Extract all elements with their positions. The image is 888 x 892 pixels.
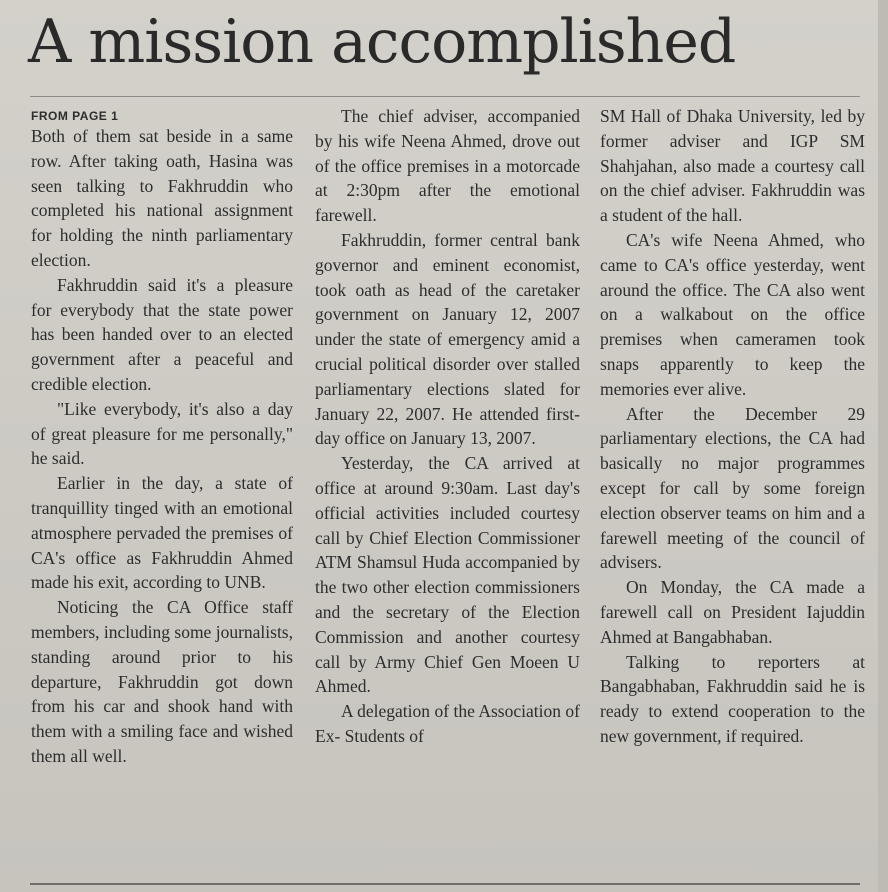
bottom-rule <box>30 883 860 885</box>
continuation-kicker: FROM PAGE 1 <box>31 109 119 123</box>
paragraph: Fakhruddin, former central bank governor and eminent economist, took oath as head of the caretaker government on January 12, 2007 under the state of emergency amid a crucial political disorder over stalled parliamentary elections slated for January 22, 2007. He attended first-day office on January 13, 2007. <box>315 229 580 449</box>
paragraph: Fakhruddin said it's a pleasure for everybody that the state power has been handed over to an elected government after a peaceful and credible election. <box>31 274 293 394</box>
page-edge <box>878 0 888 892</box>
headline: A mission accomplished <box>28 7 736 77</box>
paragraph: SM Hall of Dhaka University, led by former adviser and IGP SM Shahjahan, also made a courtesy call on the chief adviser. Fakhruddin was a student of the hall. <box>600 106 865 226</box>
article-column-2 <box>315 104 580 749</box>
paragraph: Noticing the CA Office staff members, including some journalists, standing around prior to his departure, Fakhruddin got down from his car and shook hand with them with a smiling face and wished them all well. <box>31 597 293 766</box>
paragraph: After the December 29 parliamentary elections, the CA had basically no major programmes except for call by some foreign election observer teams on him and a farewell meeting of the council of advisers. <box>600 403 865 573</box>
paragraph: The chief adviser, accompanied by his wife Neena Ahmed, drove out of the office premises in a motorcade at 2:30pm after the emotional farewell. <box>315 106 580 226</box>
paragraph: Earlier in the day, a state of tranquillity tinged with an emotional atmosphere pervaded the premises of CA's office as Fakhruddin Ahmed made his exit, according to UNB. <box>31 473 293 593</box>
paragraph: On Monday, the CA made a farewell call on President Iajuddin Ahmed at Bangabhaban. <box>600 577 865 647</box>
paragraph: Talking to reporters at Bangabhaban, Fakhruddin said he is ready to extend cooperation to the new government, if required. <box>600 651 865 746</box>
paragraph: Both of them sat beside in a same row. After taking oath, Hasina was seen talking to Fakhruddin who completed his national assignment for holding the ninth parliamentary election. <box>31 126 293 270</box>
paragraph: Yesterday, the CA arrived at office at around 9:30am. Last day's official activities included courtesy call by Chief Election Commissioner ATM Shamsul Huda accompanied by the two other election commissioners and the secretary of the Election Commission and another courtesy call by Army Chief Gen Moeen U Ahmed. <box>315 453 580 697</box>
paragraph: "Like everybody, it's also a day of great pleasure for me personally," he said. <box>31 398 293 469</box>
paragraph: CA's wife Neena Ahmed, who came to CA's office yesterday, went around the office. The CA also went on a walkabout on the office premises when cameramen took snaps apparently to keep the memories ever alive. <box>600 229 865 399</box>
top-rule <box>30 96 860 97</box>
article-column-1 <box>31 104 293 769</box>
article-column-3 <box>600 104 865 749</box>
paragraph: A delegation of the Association of Ex- Students of <box>315 701 580 746</box>
